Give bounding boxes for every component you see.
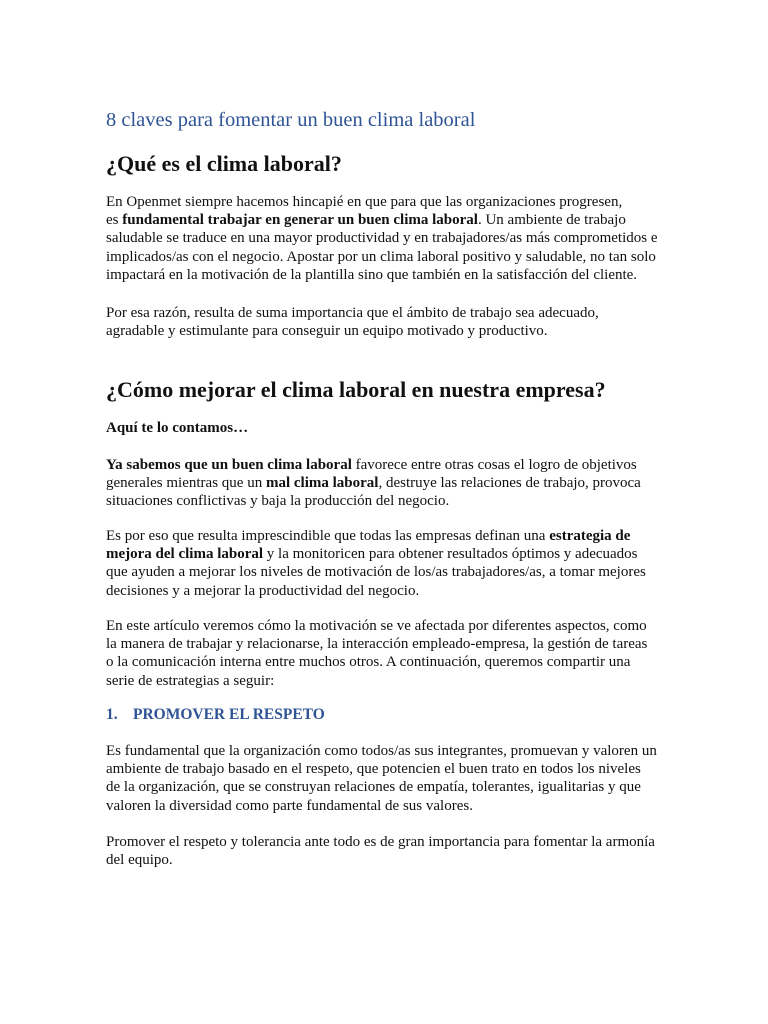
text-run: generales mientras que un	[106, 475, 266, 492]
paragraph-line	[106, 545, 646, 563]
paragraph-estrategia	[106, 527, 646, 600]
bold-text: fundamental trabajar en generar un buen clima laboral	[122, 212, 478, 229]
bold-text: estrategia de	[549, 528, 631, 544]
paragraph-line	[106, 527, 646, 545]
paragraph-line: que ayuden a mejorar los niveles de motivación de los/as trabajadores/as, a tomar mejores	[106, 564, 646, 581]
text-run: y la monitoricen para obtener resultados óptimos y adecuados	[263, 546, 638, 563]
section-heading-como-mejorar: ¿Cómo mejorar el clima laboral en nuestra empresa?	[106, 377, 606, 402]
text-run: Es por eso que resulta imprescindible que todas las empresas definan una	[106, 528, 550, 544]
text-run: favorece entre otras cosas el logro de objetivos	[351, 457, 637, 473]
paragraph-line: implicados/as con el negocio. Apostar por un clima laboral positivo y saludable, no tan solo	[106, 248, 656, 265]
bold-text: mal clima laboral	[265, 475, 379, 492]
paragraph-line: Promover el respeto y tolerancia ante todo es de gran importancia para fomentar la armonía	[106, 834, 655, 850]
paragraph-tolerancia	[106, 833, 655, 869]
paragraph-articulo	[106, 617, 647, 690]
paragraph-line	[106, 211, 657, 229]
list-heading-text: PROMOVER EL RESPETO	[133, 706, 325, 723]
paragraph-line: situaciones conflictivas y baja la producción del negocio.	[106, 493, 450, 510]
paragraph-respeto	[106, 742, 657, 815]
paragraph-line: impactará en la motivación de la plantilla sino que también en la satisfacción del cliente.	[106, 266, 638, 283]
paragraph-line: del equipo.	[106, 852, 173, 869]
section-heading-que-es: ¿Qué es el clima laboral?	[106, 151, 342, 176]
paragraph-line: Por esa razón, resulta de suma importancia que el ámbito de trabajo sea adecuado,	[106, 305, 599, 321]
paragraph-line: la manera de trabajar y relacionarse, la interacción empleado-empresa, la gestión de tareas	[106, 636, 648, 653]
paragraph-intro	[106, 193, 657, 284]
paragraph-line: decisiones y a mejorar la productividad del negocio.	[106, 582, 420, 599]
list-number: 1.	[106, 706, 118, 723]
document-title: 8 claves para fomentar un buen clima laboral	[106, 109, 476, 131]
paragraph-line: o la comunicación interna entre muchos otros. A continuación, queremos compartir una	[106, 654, 631, 671]
text-run: es	[106, 212, 123, 229]
bold-text: mejora del clima laboral	[106, 546, 264, 563]
paragraph-line: valoren la diversidad como parte fundamental de sus valores.	[106, 797, 473, 814]
bold-text: Ya sabemos que un buen clima laboral	[106, 457, 352, 473]
paragraph-line: Es fundamental que la organización como todos/as sus integrantes, promuevan y valoren un	[106, 743, 657, 759]
paragraph-line: agradable y estimulante para conseguir un equipo motivado y productivo.	[106, 323, 548, 340]
paragraph-line: saludable se traduce en una mayor productividad y en trabajadores/as más comprometidos e	[106, 230, 658, 247]
paragraph-line	[106, 474, 641, 492]
paragraph-line: Aquí te lo contamos…	[106, 420, 249, 436]
paragraph-importancia	[106, 304, 599, 340]
paragraph-buen-clima	[106, 456, 641, 511]
text-run: . Un ambiente de trabajo	[477, 212, 626, 229]
paragraph-line: de la organización, que se construyan relaciones de empatía, tolerantes, igualitarias y que	[106, 779, 641, 796]
lead-text	[106, 419, 248, 437]
paragraph-line: En este artículo veremos cómo la motivación se ve afectada por diferentes aspectos, como	[106, 618, 647, 634]
paragraph-line	[106, 456, 641, 474]
paragraph-line: serie de estrategias a seguir:	[106, 672, 275, 689]
text-run: , destruye las relaciones de trabajo, provoca	[378, 475, 641, 492]
paragraph-line: ambiente de trabajo basado en el respeto, que potencien el buen trato en todos los niveles	[106, 761, 641, 778]
paragraph-line: En Openmet siempre hacemos hincapié en que para que las organizaciones progresen,	[106, 194, 623, 210]
list-heading-promover-respeto	[106, 706, 325, 724]
